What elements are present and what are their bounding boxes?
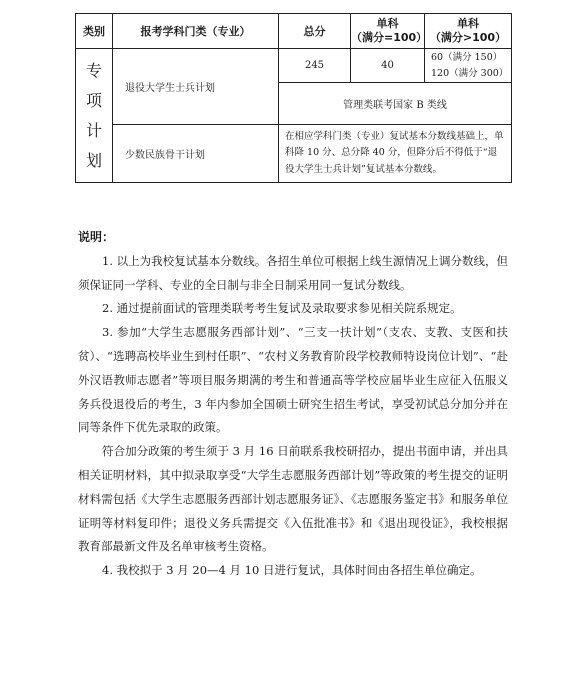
category-char: 计 [85, 120, 102, 140]
note-item: 3. 参加“大学生志愿服务西部计划”、“三支一扶计划”（支农、支教、支医和扶贫）、“选聘高校毕业生到村任职”、“农村义务教育阶段学校教师特设岗位计划”、“赴外汉语教师志愿者”等项目服务期满的考生和普通高等学校应届毕业生应征入伍服义务兵役退役后的考生，3 年内参加全国硕士研究生招生考试，享受初试总分加分并在同等条件下优先录取的政策。 [78, 325, 508, 435]
row1-name: 退役大学生士兵计划 [113, 49, 279, 125]
score-table [75, 13, 512, 183]
header-discipline: 报考学科门类（专业） [113, 14, 279, 49]
category-char: 项 [85, 90, 102, 110]
row1-total: 245 [279, 49, 351, 83]
header-single-100: 单科 （满分=100） [351, 14, 425, 49]
single-over-line: 120（满分 300） [431, 67, 509, 79]
note-item: 符合加分政策的考生须于 3 月 16 日前联系我校研招办，提出书面申请，并出具相关证明材料，其中拟录取享受“大学生志愿服务西部计划”等政策的考生提交的证明材料需包括《大学生志愿服务西部计划志愿服务证》、《志愿服务鉴定书》和服务单位证明等材料复印件；退役义务兵需提交《入伍批准书》和《退出现役证》，我校根据教育部最新文件及名单审核考生资格。 [78, 444, 508, 554]
note-item: 2. 通过提前面试的管理类联考考生复试及录取要求参见相关院系规定。 [102, 301, 462, 316]
row1-single-over [425, 49, 512, 83]
header-total: 总分 [279, 14, 351, 49]
table-header-row [76, 14, 512, 49]
row1-note: 管理类联考国家 B 类线 [279, 83, 512, 125]
header-single-over-100: 单科 （满分>100） [425, 14, 512, 49]
category-char: 专 [85, 60, 102, 80]
single-over-line: 60（满分 150） [431, 51, 503, 63]
category-cell [76, 49, 113, 183]
table-row [76, 125, 512, 183]
category-char: 划 [85, 150, 102, 170]
row2-note: 在相应学科门类（专业）复试基本分数线基础上，单科降 10 分、总分降 40 分，但降分后不得低于“退役大学生士兵计划”复试基本分数线。 [279, 125, 512, 183]
notes-section [78, 226, 508, 583]
notes-heading: 说明： [78, 230, 115, 244]
header-category: 类别 [76, 14, 113, 49]
table-row [76, 49, 512, 83]
row1-single100: 40 [351, 49, 425, 83]
note-item: 1. 以上为我校复试基本分数线。各招生单位可根据上线生源情况上调分数线，但须保证同一学科、专业的全日制与非全日制采用同一复试分数线。 [78, 253, 508, 292]
note-item: 4. 我校拟于 3 月 20—4 月 10 日进行复试，具体时间由各招生单位确定。 [102, 563, 482, 578]
row2-name: 少数民族骨干计划 [113, 125, 279, 183]
